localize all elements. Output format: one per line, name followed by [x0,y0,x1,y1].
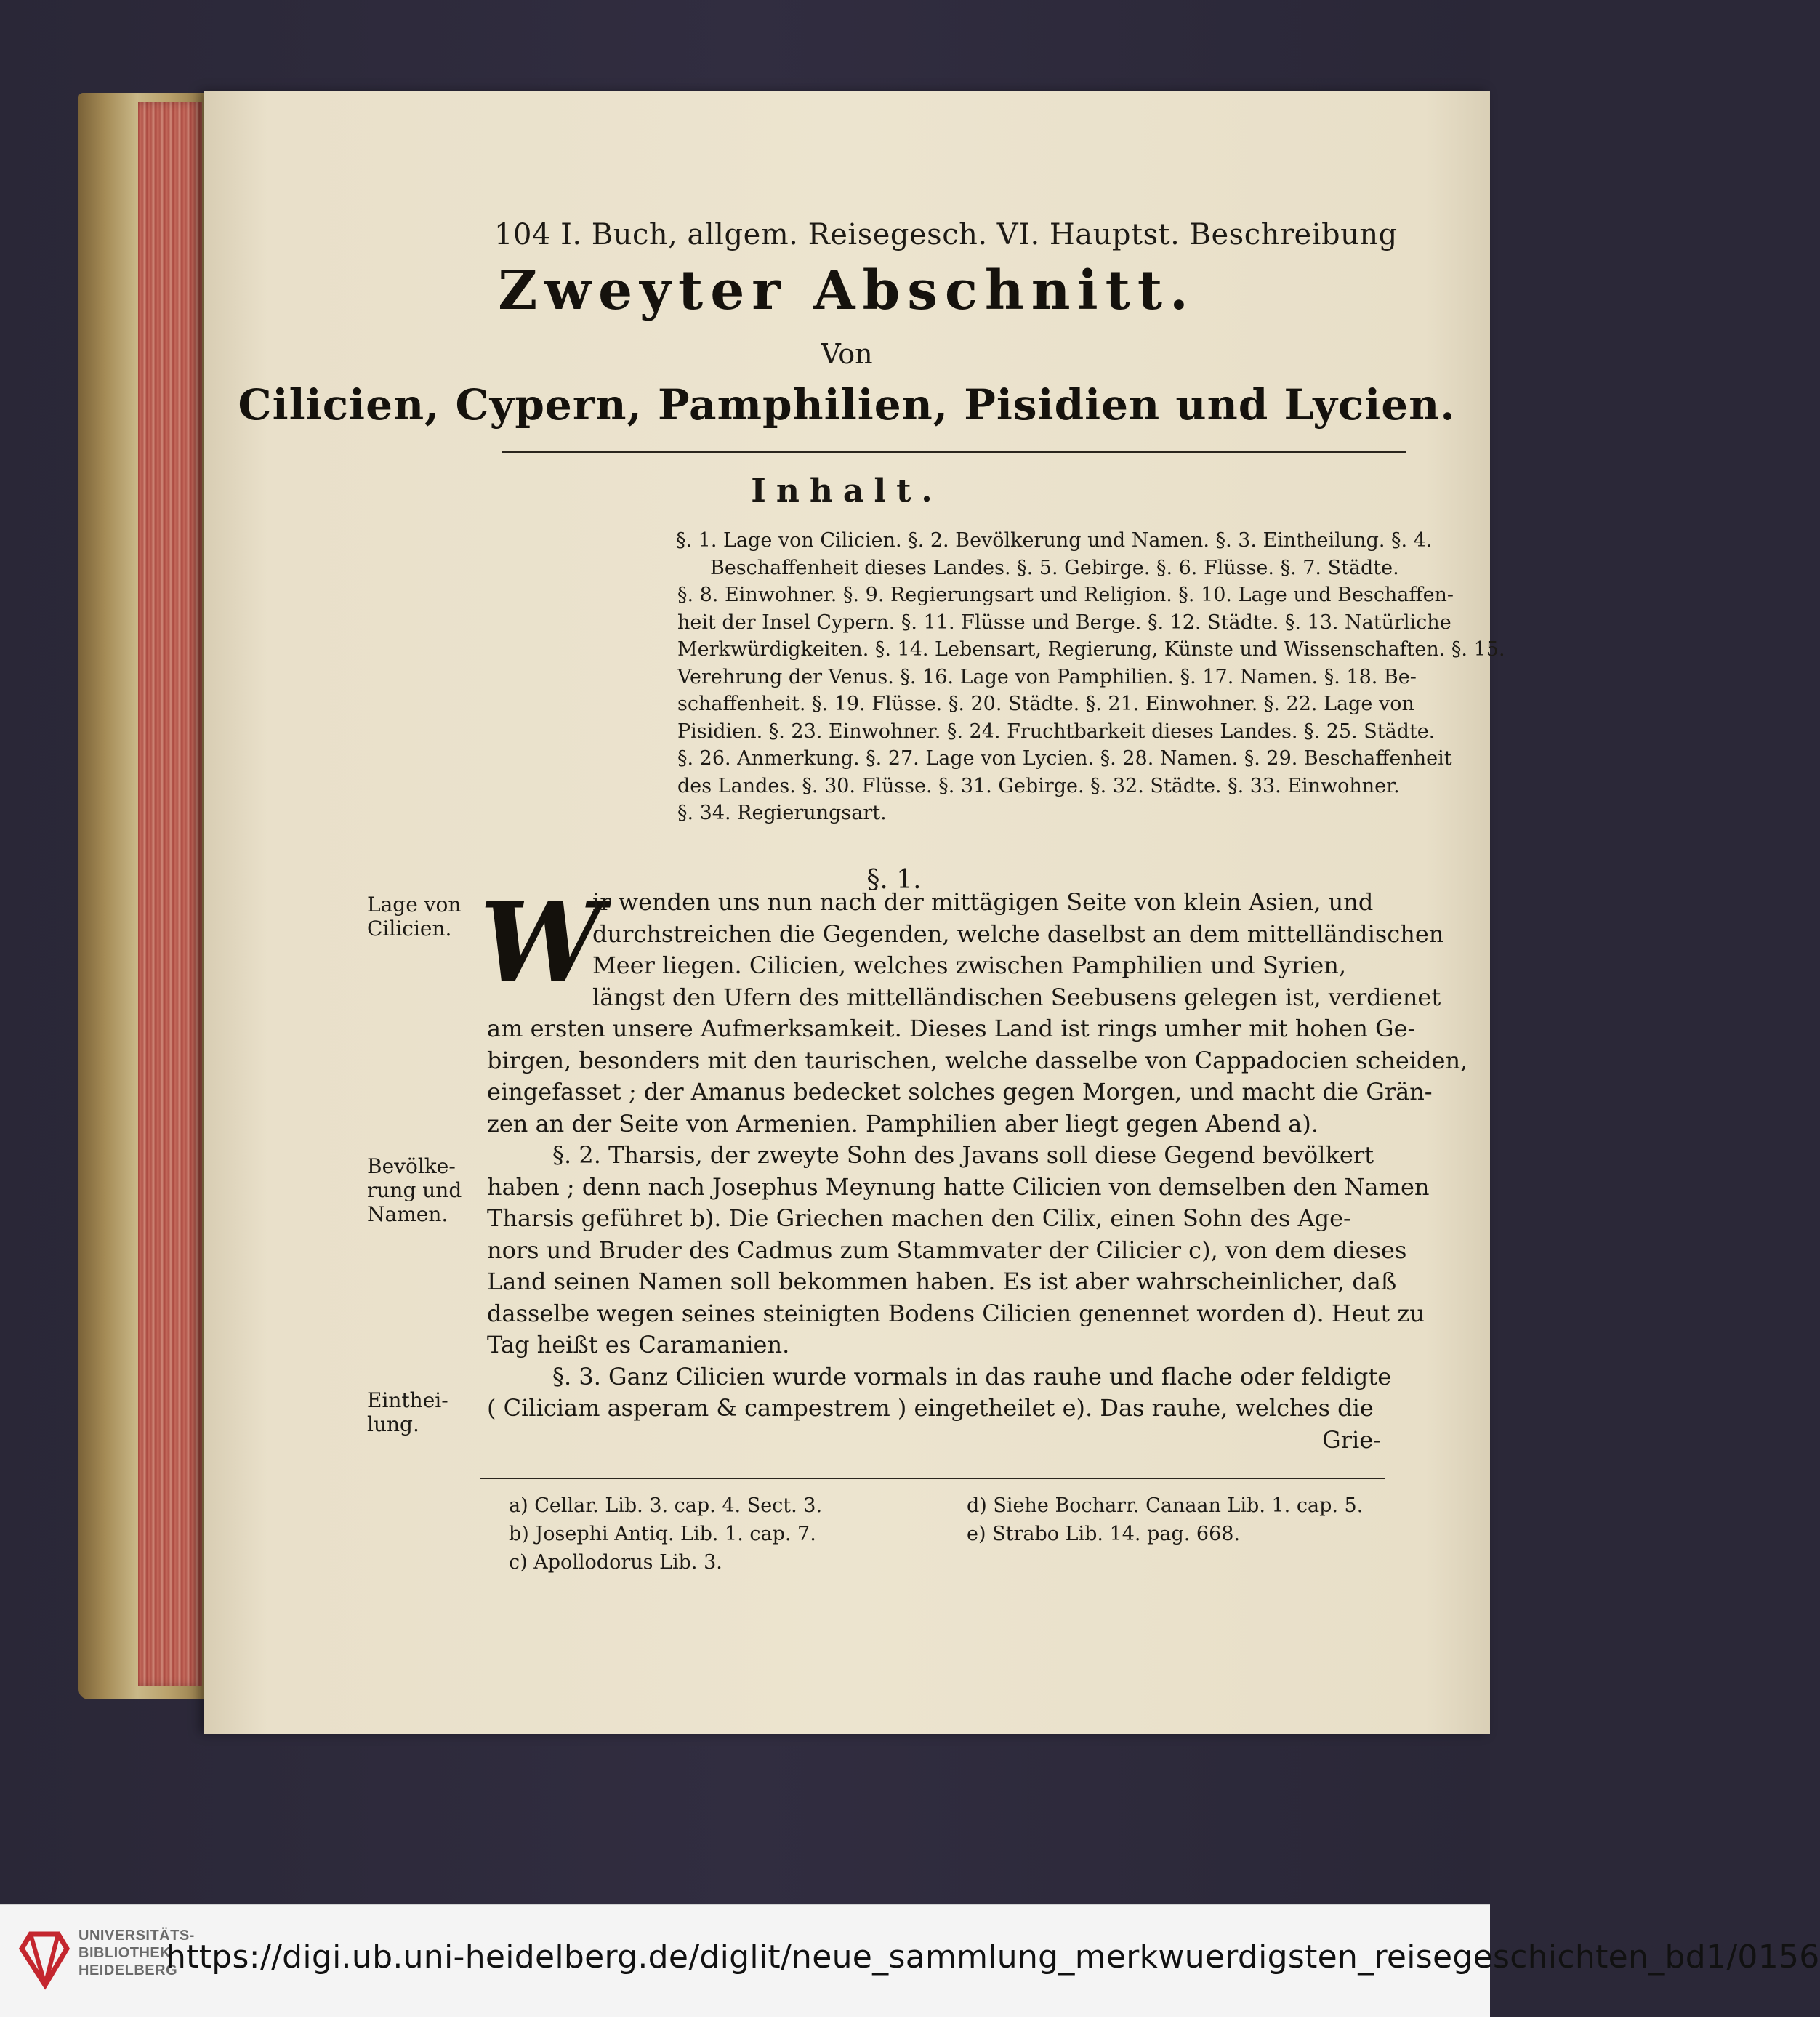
text-line: Tharsis geführet b). Die Griechen machen den Cilix, einen Sohn des Age- [487,1204,1351,1232]
contents-line: des Landes. §. 30. Flüsse. §. 31. Gebirge. §. 32. Städte. §. 33. Einwohner. [677,774,1400,797]
footnote: d) Siehe Bocharr. Canaan Lib. 1. cap. 5. [967,1494,1364,1517]
chapter-title: Zweyter Abschnitt. [498,259,1196,322]
drop-cap-initial: W [480,879,603,1007]
page-url-link[interactable]: https://digi.ub.uni-heidelberg.de/diglit/neue_sammlung_merkwuerdigsten_reisegeschichten_bd1/0156 [166,1939,1820,1976]
text-line: dasselbe wegen seines steinigten Bodens Cilicien genennet worden d). Heut zu [487,1299,1425,1327]
logo-line: BIBLIOTHEK [78,1945,172,1961]
contents-line: schaffenheit. §. 19. Flüsse. §. 20. Städte. §. 21. Einwohner. §. 22. Lage von [677,693,1414,715]
title-von: Von [821,338,873,370]
logo-line: HEIDELBERG [78,1962,178,1978]
text-line: zen an der Seite von Armenien. Pamphilien aber liegt gegen Abend a). [487,1109,1319,1138]
text-line: haben ; denn nach Josephus Meynung hatte Cilicien von demselben den Namen [487,1172,1430,1201]
text-line: §. 3. Ganz Cilicien wurde vormals in das rauhe und flache oder feldigte [552,1362,1392,1390]
contents-line: §. 1. Lage von Cilicien. §. 2. Bevölkerung und Namen. §. 3. Eintheilung. §. 4. [676,529,1433,552]
contents-line: Beschaffenheit dieses Landes. §. 5. Gebirge. §. 6. Flüsse. §. 7. Städte. [710,556,1399,579]
contents-line: §. 8. Einwohner. §. 9. Regierungsart und Religion. §. 10. Lage und Beschaffen- [677,584,1454,606]
contents-line: §. 26. Anmerkung. §. 27. Lage von Lycien. §. 28. Namen. §. 29. Beschaffenheit [677,747,1452,770]
title-rule [502,451,1406,453]
text-line: eingefasset ; der Amanus bedecket solches gegen Morgen, und macht die Grän- [487,1078,1433,1106]
footnote: a) Cellar. Lib. 3. cap. 4. Sect. 3. [509,1494,823,1517]
margin-note-eintheilung: Einthei-lung. [367,1388,448,1436]
text-line: am ersten unsere Aufmerksamkeit. Dieses Land ist rings umher mit hohen Ge- [487,1015,1416,1042]
margin-note-lage: Lage von Cilicien. [367,893,462,941]
paragraph-2 [487,1140,1430,1361]
paragraph-3 [487,1361,1392,1457]
text-line: Tag heißt es Caramanien. [487,1331,790,1358]
contents-line: Pisidien. §. 23. Einwohner. §. 24. Fruchtbarkeit dieses Landes. §. 25. Städte. [677,720,1436,743]
text-line: längst den Ufern des mittelländischen Seebusens gelegen ist, verdienet [592,983,1441,1011]
text-line: durchstreichen die Gegenden, welche daselbst an dem mittelländischen [592,919,1444,948]
body-text [487,887,1468,1456]
contents-heading: Inhalt. [751,472,943,510]
footnotes-left [509,1491,822,1577]
footnotes-right [967,1491,1363,1548]
chapter-subtitle: Cilicien, Cypern, Pamphilien, Pisidien und Lycien. [238,380,1456,430]
contents-line: heit der Insel Cypern. §. 11. Flüsse und Berge. §. 12. Städte. §. 13. Natürliche [677,611,1451,634]
contents-summary [677,527,1586,827]
contents-line: Verehrung der Venus. §. 16. Lage von Pamphilien. §. 17. Namen. §. 18. Be- [677,665,1417,688]
text-line: Land seinen Namen soll bekommen haben. Es ist aber wahrscheinlicher, daß [487,1268,1397,1295]
footnote-rule [480,1478,1385,1479]
text-line: ir wenden uns nun nach der mittägigen Seite von klein Asien, und [592,888,1374,916]
margin-note-bevoelkerung: Bevölke-rung und Namen. [367,1154,462,1226]
footnote: c) Apollodorus Lib. 3. [509,1551,722,1574]
library-banner [0,1904,1820,2017]
footnote: b) Josephi Antiq. Lib. 1. cap. 7. [509,1523,816,1545]
running-head: 104 I. Buch, allgem. Reisegesch. VI. Hauptst. Beschreibung [494,218,1398,251]
library-logo-icon[interactable] [16,1927,73,1991]
text-line: Meer liegen. Cilicien, welches zwischen Pamphilien und Syrien, [592,951,1347,979]
contents-line: Merkwürdigkeiten. §. 14. Lebensart, Regierung, Künste und Wissenschaften. §. 15. [677,638,1505,661]
contents-line: §. 34. Regierungsart. [677,802,887,824]
section-number: §. 1. [866,865,922,895]
footnote: e) Strabo Lib. 14. pag. 668. [967,1523,1241,1545]
text-line: §. 2. Tharsis, der zweyte Sohn des Javans soll diese Gegend bevölkert [552,1141,1374,1169]
text-line: ( Ciliciam asperam & campestrem ) eingetheilet e). Das rauhe, welches die [487,1394,1374,1422]
text-line: nors und Bruder des Cadmus zum Stammvater der Cilicier c), von dem dieses [487,1236,1407,1264]
text-line: birgen, besonders mit den taurischen, welche dasselbe von Cappadocien scheiden, [487,1046,1468,1074]
text-line: Grie- [1322,1425,1381,1454]
logo-line: UNIVERSITÄTS- [78,1928,195,1944]
paragraph-1 [487,887,1468,1140]
